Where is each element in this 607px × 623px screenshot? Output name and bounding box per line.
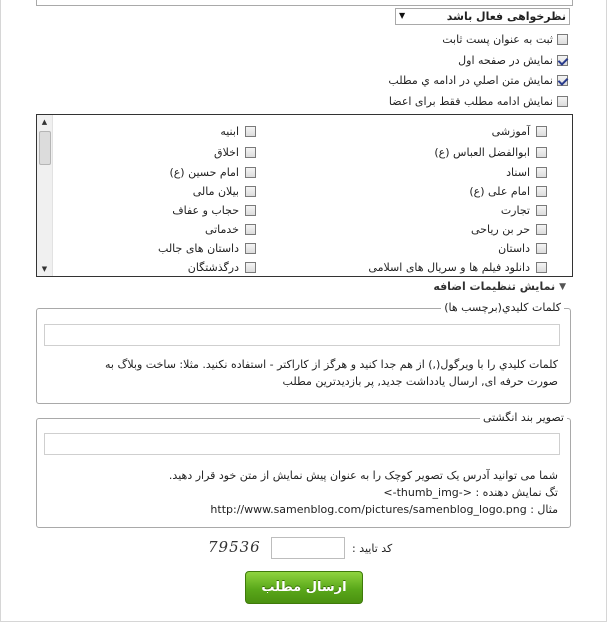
captcha-input[interactable] (271, 537, 345, 559)
scroll-down-icon[interactable]: ▼ (41, 265, 48, 273)
option-label: نمایش ادامه مطلب فقط برای اعضا (388, 94, 553, 108)
category-label: آموزشی (491, 124, 530, 138)
expand-triangle-icon: ▼ (559, 281, 566, 292)
category-item[interactable] (506, 164, 547, 180)
category-item[interactable] (498, 240, 547, 256)
category-checkbox[interactable] (245, 167, 256, 178)
category-label: امام حسین (ع) (169, 165, 239, 179)
category-item[interactable] (158, 240, 256, 256)
category-checkbox[interactable] (536, 147, 547, 158)
category-item[interactable] (501, 202, 547, 218)
category-item[interactable] (188, 259, 256, 275)
category-item[interactable] (434, 144, 547, 160)
categories-scrollbar[interactable] (37, 115, 53, 276)
thumbnail-help-line: مثال : http://www.samenblog.com/pictures/samenblog_logo.png (210, 503, 558, 516)
category-checkbox[interactable] (245, 147, 256, 158)
category-label: اخلاق (214, 145, 239, 159)
category-label: تجارت (500, 203, 530, 217)
categories-list[interactable] (36, 114, 573, 277)
option-sticky-post[interactable] (442, 31, 568, 47)
category-item[interactable] (492, 123, 547, 139)
category-label: حجاب و عفاف (172, 203, 239, 217)
thumbnail-input[interactable] (44, 433, 560, 455)
category-item[interactable] (469, 183, 547, 199)
category-checkbox[interactable] (536, 205, 547, 216)
category-checkbox[interactable] (536, 186, 547, 197)
option-label: نمايش در صفحه اول (458, 53, 553, 67)
editor-bottom-edge (36, 0, 573, 6)
keywords-help-line: كلمات كليدي را با ويرگول(,) از هم جدا كنيد و هرگز از كاراكتر - استفاده نكنيد. مثلا: ساخت وبلاگ به (105, 358, 558, 371)
keywords-legend: كلمات كليدي(برچسب ها) (441, 301, 564, 314)
option-show-main-text[interactable] (388, 72, 568, 88)
option-label: نمايش متن اصلي در ادامه ي مطلب (388, 73, 553, 87)
category-label: بیلان مالی (192, 184, 239, 198)
option-members-only[interactable] (389, 93, 568, 109)
category-label: داستان های جالب (158, 241, 239, 255)
captcha-image (208, 538, 268, 560)
category-label: حر بن ریاحی (471, 222, 530, 236)
category-label: داستان (498, 241, 530, 255)
category-item[interactable] (368, 259, 547, 275)
extra-settings-toggle[interactable] (433, 280, 566, 293)
category-checkbox[interactable] (536, 224, 547, 235)
comments-select[interactable] (395, 8, 570, 25)
comments-select-value: نظرخواهی فعال باشد (446, 10, 566, 23)
category-label: ابوالفضل العباس (ع) (434, 145, 530, 159)
captcha-label: کد تایید : (352, 542, 393, 555)
keywords-input[interactable] (44, 324, 560, 346)
category-item[interactable] (471, 221, 547, 237)
keywords-help (38, 356, 558, 390)
category-checkbox[interactable] (245, 224, 256, 235)
category-item[interactable] (193, 183, 256, 199)
category-checkbox[interactable] (536, 126, 547, 137)
category-checkbox[interactable] (245, 243, 256, 254)
category-label: خدماتی (204, 222, 239, 236)
category-label: امام علی (ع) (469, 184, 530, 198)
category-label: ابنیه (220, 124, 239, 138)
dropdown-arrow-icon: ▼ (399, 11, 406, 20)
category-checkbox[interactable] (536, 167, 547, 178)
members-only-checkbox[interactable] (557, 96, 568, 107)
category-checkbox[interactable] (536, 262, 547, 273)
extra-settings-label: نمايش تنظيمات اضافه (433, 280, 556, 293)
category-item[interactable] (169, 164, 256, 180)
category-checkbox[interactable] (245, 205, 256, 216)
sticky-post-checkbox[interactable] (557, 34, 568, 45)
category-checkbox[interactable] (536, 243, 547, 254)
thumbnail-help-line: تگ نمایش دهنده : <-thumb_img-> (383, 486, 558, 499)
category-checkbox[interactable] (245, 262, 256, 273)
thumbnail-legend: تصویر بند انگشتی (480, 411, 567, 424)
category-item[interactable] (205, 221, 256, 237)
category-label: اسناد (506, 165, 530, 179)
category-checkbox[interactable] (245, 126, 256, 137)
main-text-checkbox[interactable] (557, 75, 568, 86)
scroll-up-icon[interactable]: ▲ (41, 118, 48, 126)
option-label: ثبت به عنوان پست ثابت (442, 32, 553, 46)
front-page-checkbox[interactable] (557, 55, 568, 66)
scroll-thumb[interactable] (39, 131, 51, 165)
option-show-front-page[interactable] (458, 52, 568, 68)
category-item[interactable] (220, 123, 256, 139)
category-label: درگذشتگان (187, 260, 239, 274)
category-item[interactable] (214, 144, 256, 160)
category-label: دانلود فیلم ها و سریال های اسلامی (368, 260, 530, 274)
thumbnail-help-line: شما می توانید آدرس یک تصویر کوچک را به عنوان پیش نمایش از متن خود قرار دهید. (168, 469, 558, 482)
submit-post-button[interactable]: ارسال مطلب (245, 571, 363, 604)
keywords-help-line: صورت حرفه ای, ارسال یادداشت جدید, پر بازدیدترین مطلب (282, 375, 558, 388)
captcha-code: 79536 (208, 538, 261, 556)
thumbnail-help (38, 467, 558, 518)
category-checkbox[interactable] (245, 186, 256, 197)
category-item[interactable] (172, 202, 256, 218)
